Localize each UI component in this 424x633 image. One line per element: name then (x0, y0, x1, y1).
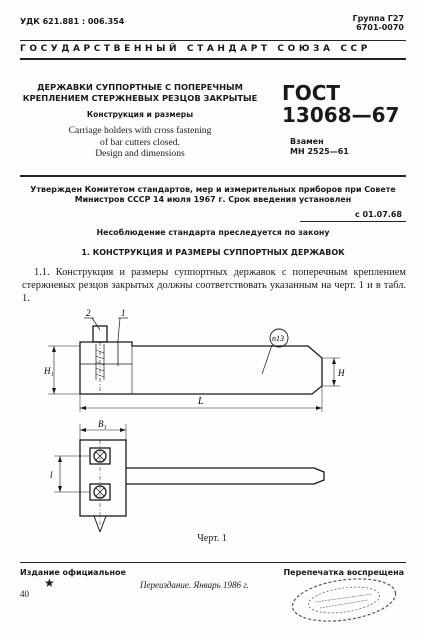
replace-label: Взамен (290, 137, 324, 146)
dim-h-label: H (338, 368, 345, 378)
title-en-line-3: Design and dimensions (95, 148, 185, 159)
udk-code: УДК 621.881 : 006.354 (20, 17, 125, 26)
replaces-standard (290, 137, 349, 157)
library-stamp (286, 568, 404, 628)
figure-caption: Черт. 1 (197, 533, 227, 544)
gost-label: ГОСТ (282, 81, 341, 105)
document-subtitle-ru: Конструкция и размеры (86, 110, 194, 119)
section-heading: 1. КОНСТРУКЦИЯ И РАЗМЕРЫ СУППОРТНЫХ ДЕРЖАВОК (81, 248, 345, 257)
section-paragraph: 1.1. Конструкция и размеры суппортных державок с поперечным креплением стержневых резцов закрытых должны соответствовать указанным на черт. 1 и в табл. 1. (22, 267, 406, 304)
title-line-2: КРЕПЛЕНИЕМ СТЕРЖНЕВЫХ РЕЗЦОВ ЗАКРЫТЫЕ (22, 93, 258, 103)
group-code (352, 14, 404, 32)
star-icon: ★ (44, 576, 55, 590)
approval-statement: Утвержден Комитетом стандартов, мер и измерительных приборов при Совете Министров СССР 14 июля 1967 г. Срок введения установлен (30, 185, 396, 204)
roughness-leader (262, 345, 272, 374)
state-standard-banner: ГОСУДАРСТВЕННЫЙ СТАНДАРТ СОЮЗА ССР (20, 44, 371, 54)
reissue-note: Переиздание. Январь 1986 г. (140, 580, 249, 590)
document-title-en (20, 125, 260, 160)
title-en-line-1: Carriage holders with cross fastening (68, 125, 212, 136)
dim-l-small-label: l (50, 470, 53, 480)
screw-head-side (93, 326, 107, 342)
date-rule (300, 221, 406, 222)
holder-side-body (80, 342, 322, 394)
replace-value: МН 2525—61 (290, 147, 349, 156)
label-2: 2 (86, 308, 91, 318)
label-1: 1 (121, 308, 126, 318)
title-en-line-2: of bar cutters closed. (100, 136, 180, 148)
dim-l-label: L (198, 396, 204, 407)
dim-h1-label: H₁ (44, 366, 54, 376)
top-rule (20, 40, 406, 41)
holder-top-bar (126, 468, 324, 484)
effective-date: с 01.07.68 (354, 210, 402, 219)
title-block-rule (20, 175, 406, 177)
title-line-1: ДЕРЖАВКИ СУППОРТНЫЕ С ПОПЕРЕЧНЫМ (37, 82, 243, 92)
legal-notice: Несоблюдение стандарта преследуется по закону (96, 228, 330, 237)
banner-rule (20, 58, 406, 60)
document-title-ru (20, 82, 260, 104)
official-edition: Издание официальное (20, 568, 126, 577)
reprint-prohibited: Перепечатка воспрещена (283, 568, 404, 577)
okp-code: 6701-0070 (356, 23, 404, 32)
page-number: 40 (20, 589, 29, 599)
leader-1 (118, 318, 120, 340)
gost-number (282, 82, 399, 126)
gost-number-value: 13068—67 (282, 103, 400, 127)
technical-drawing (0, 300, 424, 532)
roughness-label: n13 (272, 334, 284, 343)
footer-rule (20, 562, 406, 563)
group-label: Группа Г27 (352, 14, 404, 23)
dim-b1-label: B₁ (98, 419, 107, 429)
